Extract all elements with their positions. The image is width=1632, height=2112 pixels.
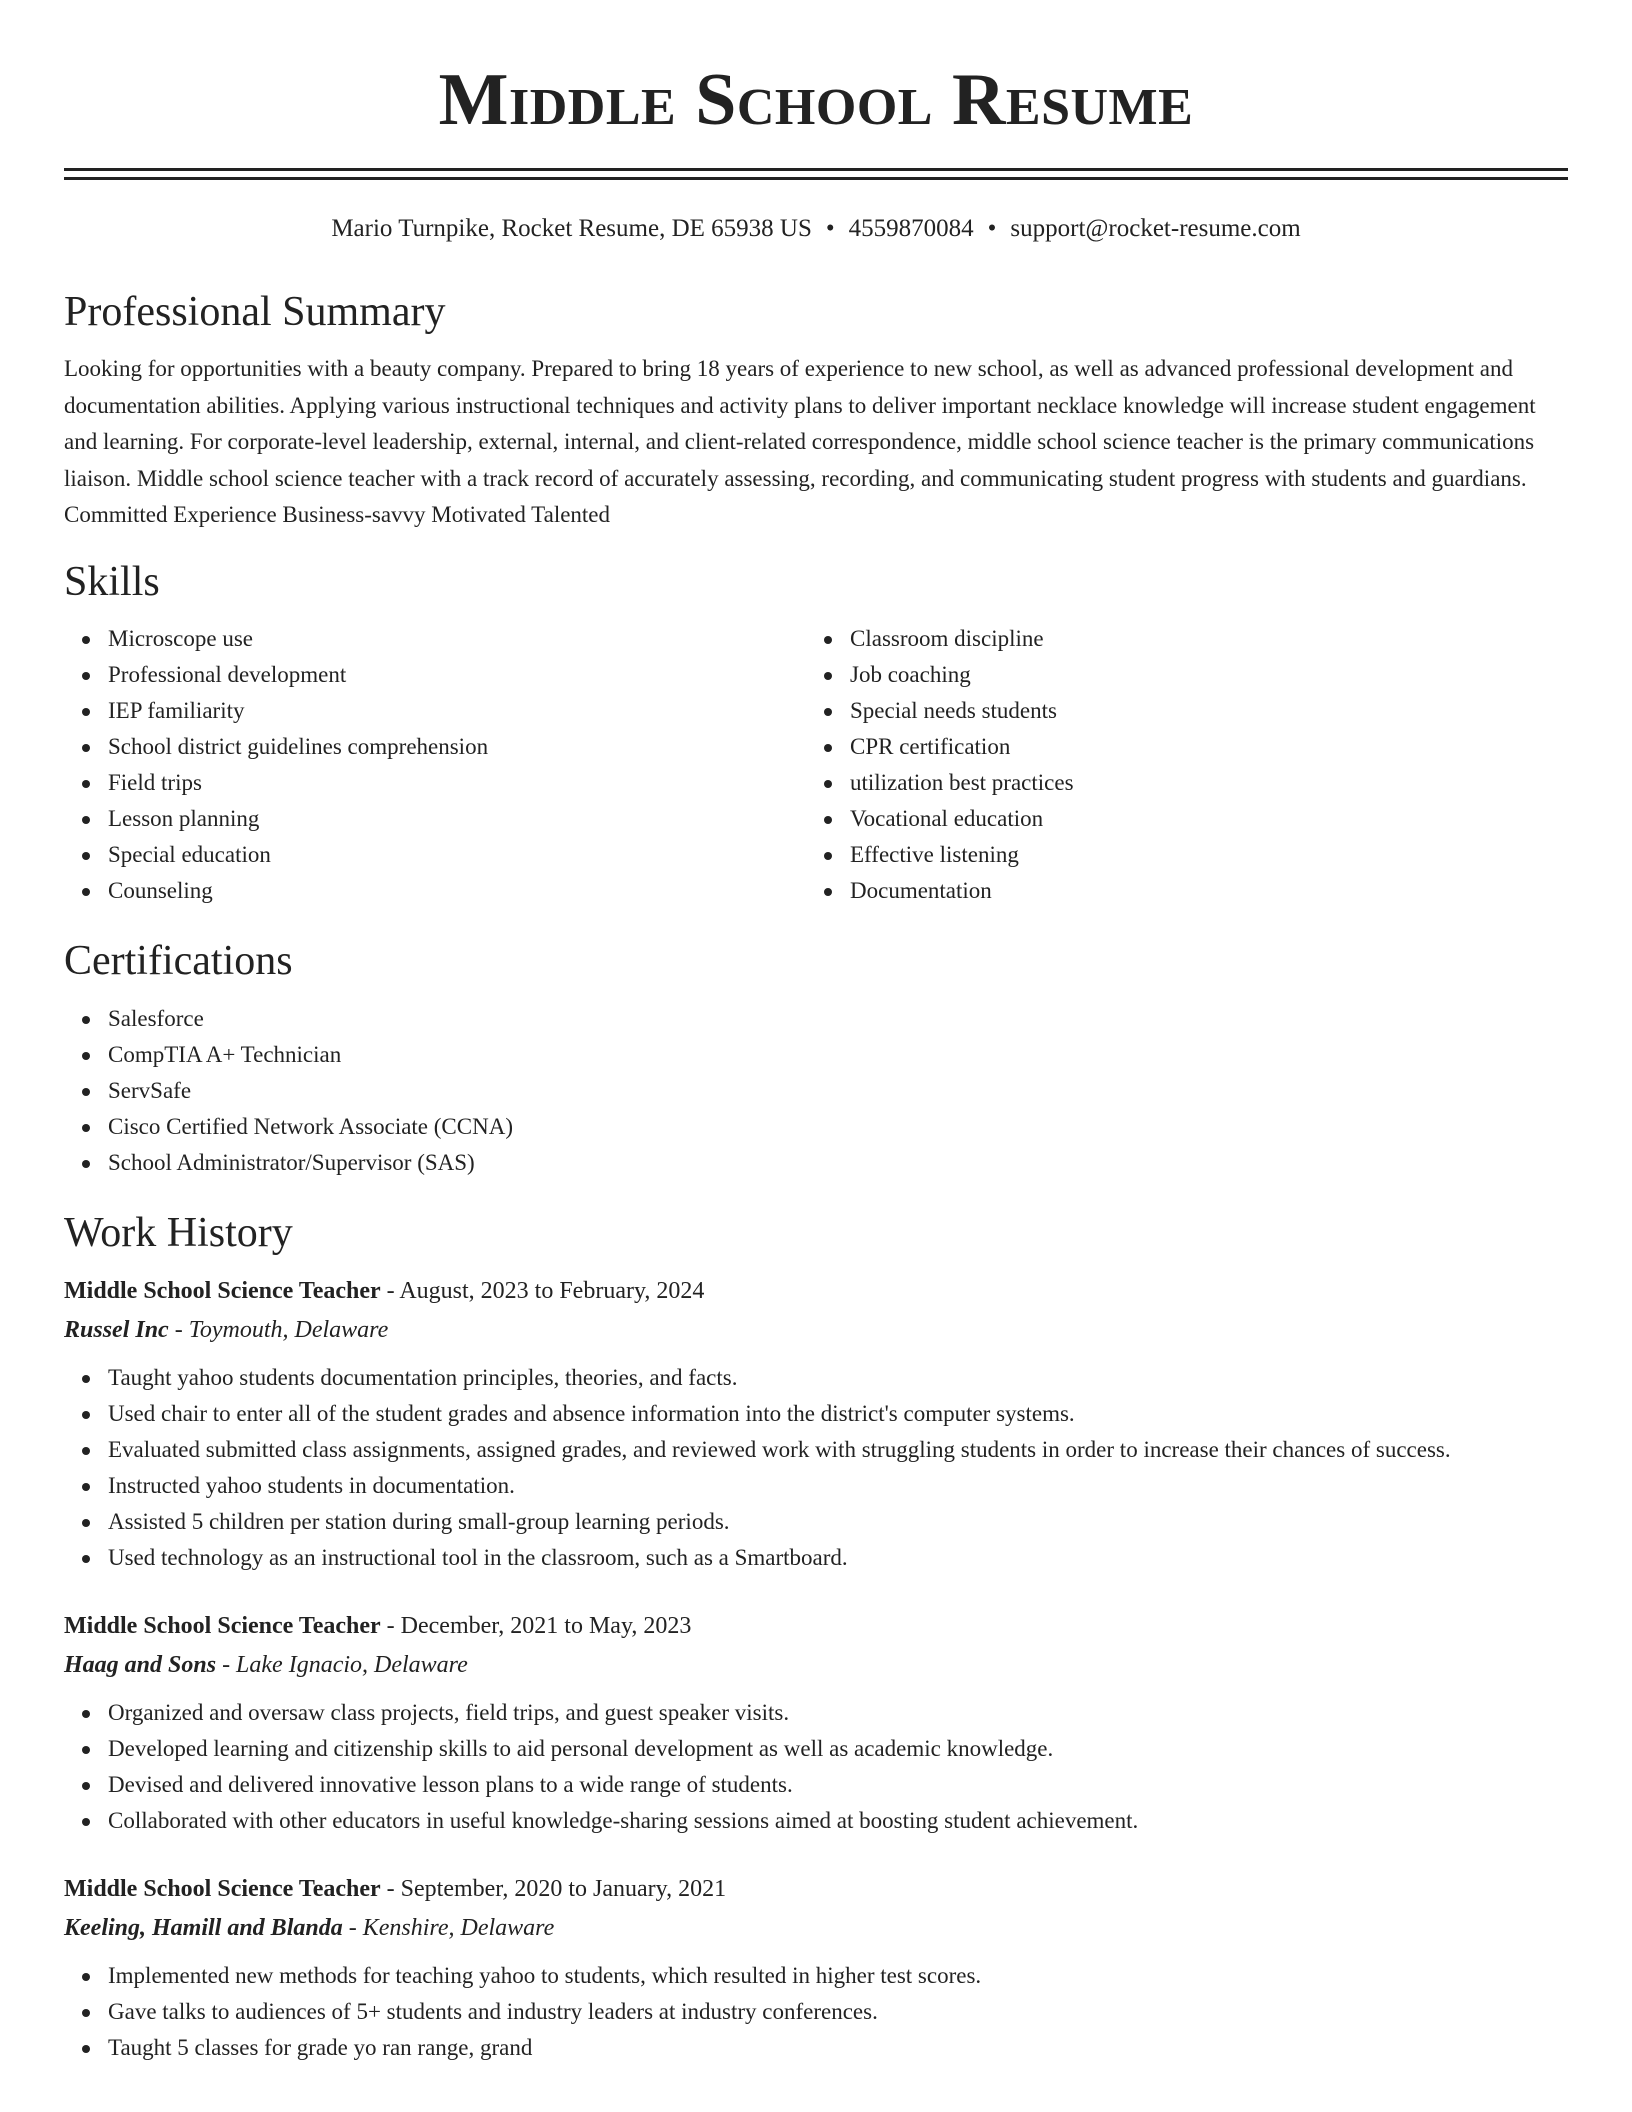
certification-item: Salesforce [64, 1001, 1568, 1037]
certification-item: ServSafe [64, 1073, 1568, 1109]
job-role: Middle School Science Teacher [64, 1277, 381, 1304]
skill-item: Vocational education [806, 801, 1548, 837]
skill-item: Special education [64, 837, 806, 873]
job-title-line [64, 1607, 1568, 1645]
contact-line [64, 214, 1568, 244]
job-dates: - August, 2023 to February, 2024 [380, 1277, 705, 1304]
certifications-heading: Certifications [64, 937, 293, 984]
job-entry [64, 1272, 1568, 1576]
skill-item: Counseling [64, 873, 806, 909]
contact-phone: 4559870084 [848, 215, 974, 242]
job-dates: - December, 2021 to May, 2023 [380, 1612, 692, 1639]
job-title-line [64, 1870, 1568, 1908]
skills-column-right [806, 621, 1548, 909]
skill-item: Job coaching [806, 657, 1548, 693]
resume-title: Middle School Resume [438, 59, 1194, 141]
skill-item: Effective listening [806, 837, 1548, 873]
job-duty-item: Taught yahoo students documentation principles, theories, and facts. [64, 1360, 1568, 1396]
job-company: Haag and Sons [64, 1651, 217, 1678]
skills-list [64, 621, 1568, 909]
work-history-heading: Work History [64, 1209, 293, 1256]
skill-item: Microscope use [64, 621, 806, 657]
job-company: Russel Inc [64, 1316, 169, 1343]
skill-item: Lesson planning [64, 801, 806, 837]
job-company-line [64, 1645, 1568, 1685]
summary-heading: Professional Summary [64, 289, 446, 335]
job-duty-item: Organized and oversaw class projects, field trips, and guest speaker visits. [64, 1695, 1568, 1731]
certification-item: CompTIA A+ Technician [64, 1037, 1568, 1073]
job-duty-item: Assisted 5 children per station during small-group learning periods. [64, 1504, 1568, 1540]
contact-address: Mario Turnpike, Rocket Resume, DE 65938 US [331, 215, 812, 242]
job-entry [64, 1870, 1568, 2066]
job-duty-item: Used chair to enter all of the student grades and absence information into the district's computer systems. [64, 1396, 1568, 1432]
certification-item: Cisco Certified Network Associate (CCNA) [64, 1109, 1568, 1145]
skill-item: Professional development [64, 657, 806, 693]
contact-separator: • [825, 215, 835, 242]
certification-item: School Administrator/Supervisor (SAS) [64, 1145, 1568, 1181]
certifications-list [64, 1001, 1568, 1181]
job-dates: - September, 2020 to January, 2021 [380, 1875, 727, 1902]
job-company-line [64, 1908, 1568, 1948]
skill-item: School district guidelines comprehension [64, 729, 806, 765]
job-duty-item: Taught 5 classes for grade yo ran range, grand [64, 2030, 1568, 2066]
title-divider [64, 168, 1568, 180]
job-duty-item: Implemented new methods for teaching yahoo to students, which resulted in higher test scores. [64, 1958, 1568, 1994]
job-company-line [64, 1310, 1568, 1350]
skill-item: Documentation [806, 873, 1548, 909]
job-duties-list [64, 1958, 1568, 2066]
summary-text: Looking for opportunities with a beauty company. Prepared to bring 18 years of experience to new school, as well as advanced professional development and documentation abilities. Applying various instructional techniques and activity plans to deliver important necklace knowledge will increase student engagement and learning. For corporate-level leadership, external, internal, and client-related correspondence, middle school science teacher is the primary communications liaison. Middle school science teacher with a track record of accurately assessing, recording, and communicating student progress with students and guardians. Committed Experience Business-savvy Motivated Talented [64, 356, 1536, 527]
job-location: - Lake Ignacio, Delaware [216, 1651, 468, 1678]
job-location: - Kenshire, Delaware [342, 1914, 555, 1941]
job-duties-list [64, 1695, 1568, 1839]
job-duty-item: Evaluated submitted class assignments, assigned grades, and reviewed work with struggling students in order to increase their chances of success. [64, 1432, 1568, 1468]
contact-separator: • [987, 215, 997, 242]
job-duties-list [64, 1360, 1568, 1576]
contact-email: support@rocket-resume.com [1010, 215, 1301, 242]
skill-item: CPR certification [806, 729, 1548, 765]
skills-column-left [64, 621, 806, 909]
skills-heading: Skills [64, 558, 160, 605]
skill-item: IEP familiarity [64, 693, 806, 729]
job-duty-item: Developed learning and citizenship skills to aid personal development as well as academic knowledge. [64, 1731, 1568, 1767]
job-duty-item: Collaborated with other educators in useful knowledge-sharing sessions aimed at boosting student achievement. [64, 1803, 1568, 1839]
job-duty-item: Used technology as an instructional tool in the classroom, such as a Smartboard. [64, 1540, 1568, 1576]
job-location: - Toymouth, Delaware [168, 1316, 389, 1343]
job-role: Middle School Science Teacher [64, 1612, 381, 1639]
skill-item: Field trips [64, 765, 806, 801]
skill-item: utilization best practices [806, 765, 1548, 801]
job-entry [64, 1607, 1568, 1839]
job-duty-item: Gave talks to audiences of 5+ students and industry leaders at industry conferences. [64, 1994, 1568, 2030]
job-duty-item: Instructed yahoo students in documentation. [64, 1468, 1568, 1504]
job-company: Keeling, Hamill and Blanda [64, 1914, 343, 1941]
job-role: Middle School Science Teacher [64, 1875, 381, 1902]
resume-page [64, 0, 1568, 2066]
skill-item: Special needs students [806, 693, 1548, 729]
job-title-line [64, 1272, 1568, 1310]
job-duty-item: Devised and delivered innovative lesson plans to a wide range of students. [64, 1767, 1568, 1803]
skill-item: Classroom discipline [806, 621, 1548, 657]
